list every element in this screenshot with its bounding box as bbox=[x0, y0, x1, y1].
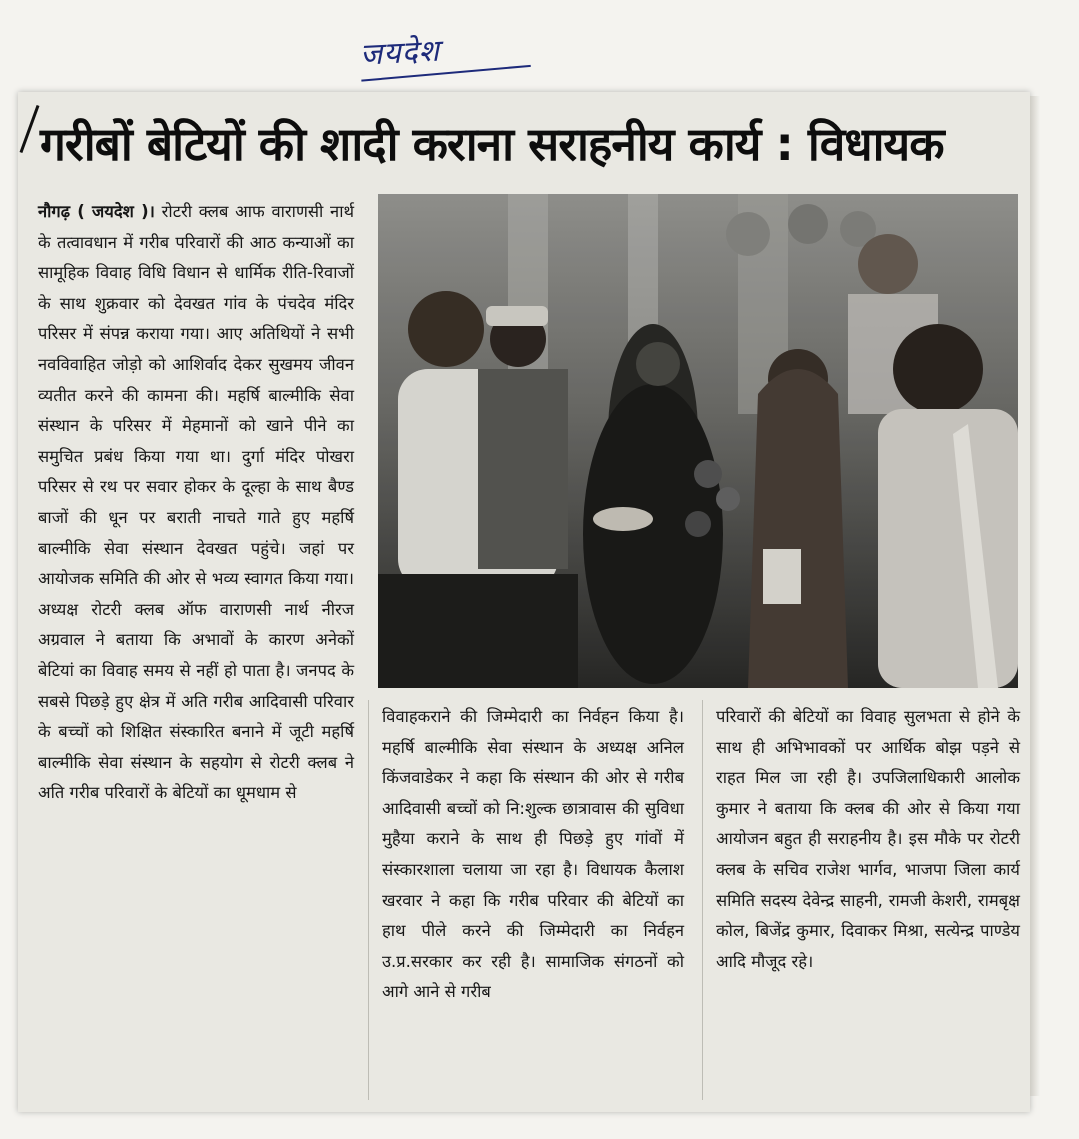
article-column-1 bbox=[38, 197, 354, 809]
column-1-text: रोटरी क्लब आफ वाराणसी नार्थ के तत्वावधान में गरीब परिवारों की आठ कन्याओं का सामूहिक विवाह विधि विधान से धार्मिक रीति-रिवाजों के साथ शुक्रवार को देवखत गांव के पंचदेव मंदिर परिसर में संपन्न कराया गया। आए अतिथियों ने सभी नवविवाहित जोड़ो को आशिर्वाद देकर सुखमय जीवन व्यतीत करने की कामना की। महर्षि बाल्मीकि सेवा संस्थान के परिसर में मेहमानों को खाने पीने का समुचित प्रबंध किया गया था। दुर्गा मंदिर पोखरा परिसर से रथ पर सवार होकर के दूल्हा के साथ बैण्ड बाजों की धून पर बराती नाचते गाते हुए महर्षि बाल्मीकि सेवा संस्थान देवखत पहुंचे। जहां पर आयोजक समिति की ओर से भव्य स्वागत किया गया। अध्यक्ष रोटरी क्लब ऑफ वाराणसी नार्थ नीरज अग्रवाल ने बताया कि अभावों के कारण अनेकों बेटियां का विवाह समय से नहीं हो पाता है। जनपद के सबसे पिछड़े हुए क्षेत्र में अति गरीब आदिवासी परिवार के बच्चों को शिक्षित संस्कारित बनाने में जूटी महर्षि बाल्मीकि सेवा संस्थान के सहयोग से रोटरी क्लब ने अति गरीब परिवारों के बेटियों का धूमधाम से bbox=[38, 202, 355, 803]
column-divider bbox=[368, 700, 369, 1100]
column-divider bbox=[702, 700, 703, 1100]
handwritten-note-text: जयदेश bbox=[359, 33, 441, 73]
article-headline: गरीबों बेटियों की शादी कराना सराहनीय कार्य : विधायक bbox=[40, 117, 944, 171]
article-column-3: परिवारों की बेटियों का विवाह सुलभता से होने के साथ ही अभिभावकों पर आर्थिक बोझ पड़ने से राहत मिल जा रही है। उपजिलाधिकारी आलोक कुमार ने बताया कि क्लब की ओर से किया गया आयोजन बहुत ही सराहनीय है। इस मौके पर रोटरी क्लब के सचिव राजेश भार्गव, भाजपा जिला कार्य समिति सदस्य देवेन्द्र साहनी, रामजी केशरी, रामबृक्ष कोल, बिजेंद्र कुमार, दिवाकर मिश्रा, सत्येन्द्र पाण्डेय आदि मौजूद रहे। bbox=[716, 707, 1020, 971]
clipping-edge bbox=[1030, 96, 1040, 1096]
article-column-2: विवाहकराने की जिम्मेदारी का निर्वहन किया है। महर्षि बाल्मीकि सेवा संस्थान के अध्यक्ष अनिल किंजवाडेकर ने कहा कि संस्थान की ओर से गरीब आदिवासी बच्चों को नि:शुल्क छात्रावास की सुविधा मुहैया कराने के साथ ही पिछड़े हुए गांवों में संस्कारशाला चलाया जा रहा है। विधायक कैलाश खरवार ने कहा कि गरीब परिवार की बेटियों का हाथ पीले करने की जिम्मेदारी का निर्वहन उ.प्र.सरकार कर रही है। सामाजिक संगठनों को आगे आने से गरीब bbox=[382, 707, 684, 1002]
article-photo bbox=[378, 194, 1018, 688]
photo-illustration bbox=[378, 194, 1018, 688]
handwritten-source-note bbox=[359, 23, 541, 82]
article-dateline: नौगढ़ ( जयदेश )। bbox=[38, 202, 155, 221]
